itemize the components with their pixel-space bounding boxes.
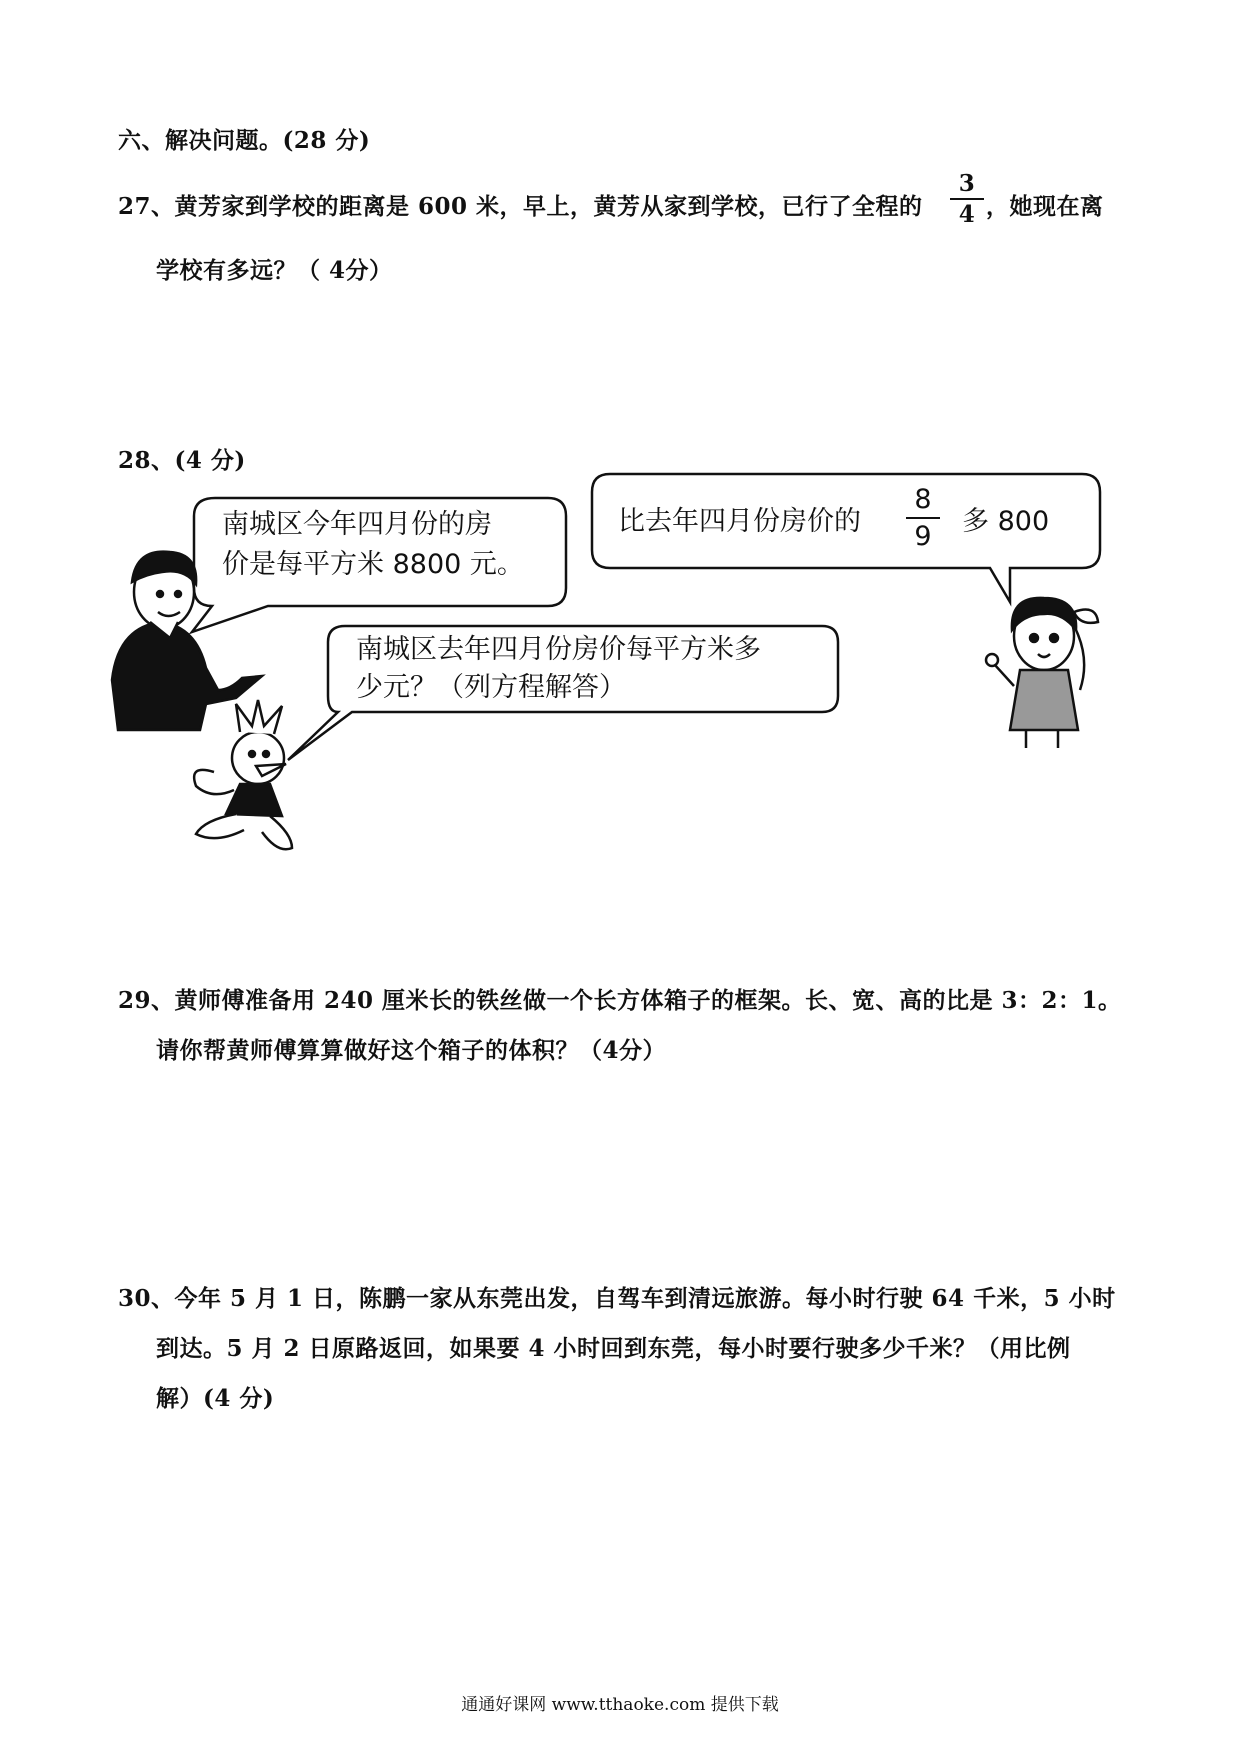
bubble2-after: 多 800 (962, 506, 1050, 537)
section-title: 六、解决问题。(28 分) (118, 127, 371, 154)
q27-fraction-denominator: 4 (950, 198, 984, 226)
q30-line3: 解）(4 分) (156, 1385, 275, 1412)
q27-line1-before: 27、黄芳家到学校的距离是 600 米，早上，黄芳从家到学校，已行了全程的 (118, 193, 923, 220)
bubble3-line2: 少元？（列方程解答） (356, 672, 626, 703)
page-footer: 通通好课网 www.tthaoke.com 提供下载 (461, 1695, 779, 1715)
girl-character-icon (986, 598, 1098, 748)
q30-line2: 到达。5 月 2 日原路返回，如果要 4 小时回到东莞，每小时要行驶多少千米？（用比例 (156, 1335, 1071, 1362)
bird-character-icon (194, 700, 292, 849)
q30-line1: 30、今年 5 月 1 日，陈鹏一家从东莞出发，自驾车到清远旅游。每小时行驶 64 千米，5 小时 (118, 1285, 1116, 1312)
bubble2-fraction-denominator: 9 (906, 517, 940, 550)
bubble3-line1: 南城区去年四月份房价每平方米多 (356, 634, 761, 665)
bubble1-line1: 南城区今年四月份的房 (222, 509, 492, 540)
bubble1-line2: 价是每平方米 8800 元。 (222, 549, 524, 580)
bubble2-before: 比去年四月份房价的 (618, 506, 861, 537)
q27-line1-after: ，她现在离 (986, 193, 1104, 220)
bubble2-fraction-numerator: 8 (914, 484, 932, 515)
q29-line1: 29、黄师傅准备用 240 厘米长的铁丝做一个长方体箱子的框架。长、宽、高的比是 3：2：1。 (118, 987, 1122, 1014)
q27-line2: 学校有多远？（ 4分） (156, 257, 393, 284)
q28-label: 28、(4 分) (118, 447, 246, 474)
q27-fraction-numerator: 3 (958, 170, 976, 197)
bubble2-fraction (906, 486, 940, 550)
q29-line2: 请你帮黄师傅算算做好这个箱子的体积？（4分） (156, 1037, 667, 1064)
